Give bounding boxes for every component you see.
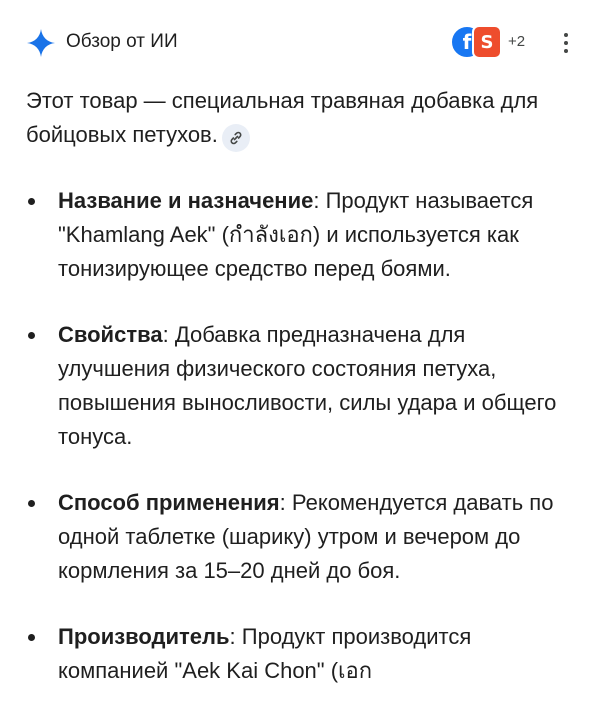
point-separator: :: [162, 322, 169, 347]
sources-button[interactable]: [450, 25, 540, 61]
point-separator: :: [229, 624, 236, 649]
intro-text: Этот товар — специальная травяная добавка для бойцовых петухов.: [26, 88, 539, 147]
point-term: Название и назначение: [58, 188, 314, 213]
intro-paragraph: [26, 84, 582, 152]
point-separator: :: [313, 188, 320, 213]
more-sources-count: +2: [508, 33, 526, 50]
facebook-icon: f: [450, 25, 484, 59]
bullet: [28, 634, 35, 641]
bullet: [28, 332, 35, 339]
overview-points-list: [26, 184, 582, 688]
point-term: Свойства: [58, 322, 163, 347]
point-text: Продукт производится компанией "Aek Kai Chon" (เอก: [58, 624, 472, 683]
point-term: Способ применения: [58, 490, 280, 515]
point-text: Добавка предназначена для улучшения физического состояния петуха, повышения выносливости, силы удара и общего тонуса.: [58, 322, 557, 449]
point-separator: :: [279, 490, 286, 515]
link-icon[interactable]: [222, 124, 250, 152]
ai-overview-title: Обзор от ИИ: [66, 31, 178, 52]
bullet: [28, 500, 35, 507]
more-vert-icon[interactable]: [556, 30, 576, 56]
list-item: [26, 486, 582, 588]
list-item: [26, 620, 582, 688]
sparkle-icon: [26, 28, 56, 58]
bullet: [28, 198, 35, 205]
ai-overview-content: [26, 84, 582, 720]
shopee-icon: S: [472, 25, 502, 59]
list-item: [26, 318, 582, 454]
list-item: [26, 184, 582, 286]
point-text: Продукт называется "Khamlang Aek" (กำลังเอก) и используется как тонизирующее средство перед боями.: [58, 188, 534, 281]
point-term: Производитель: [58, 624, 230, 649]
ai-overview-header: [0, 0, 604, 84]
point-text: Рекомендуется давать по одной таблетке (шарику) утром и вечером до кормления за 15–20 дней до боя.: [58, 490, 554, 583]
